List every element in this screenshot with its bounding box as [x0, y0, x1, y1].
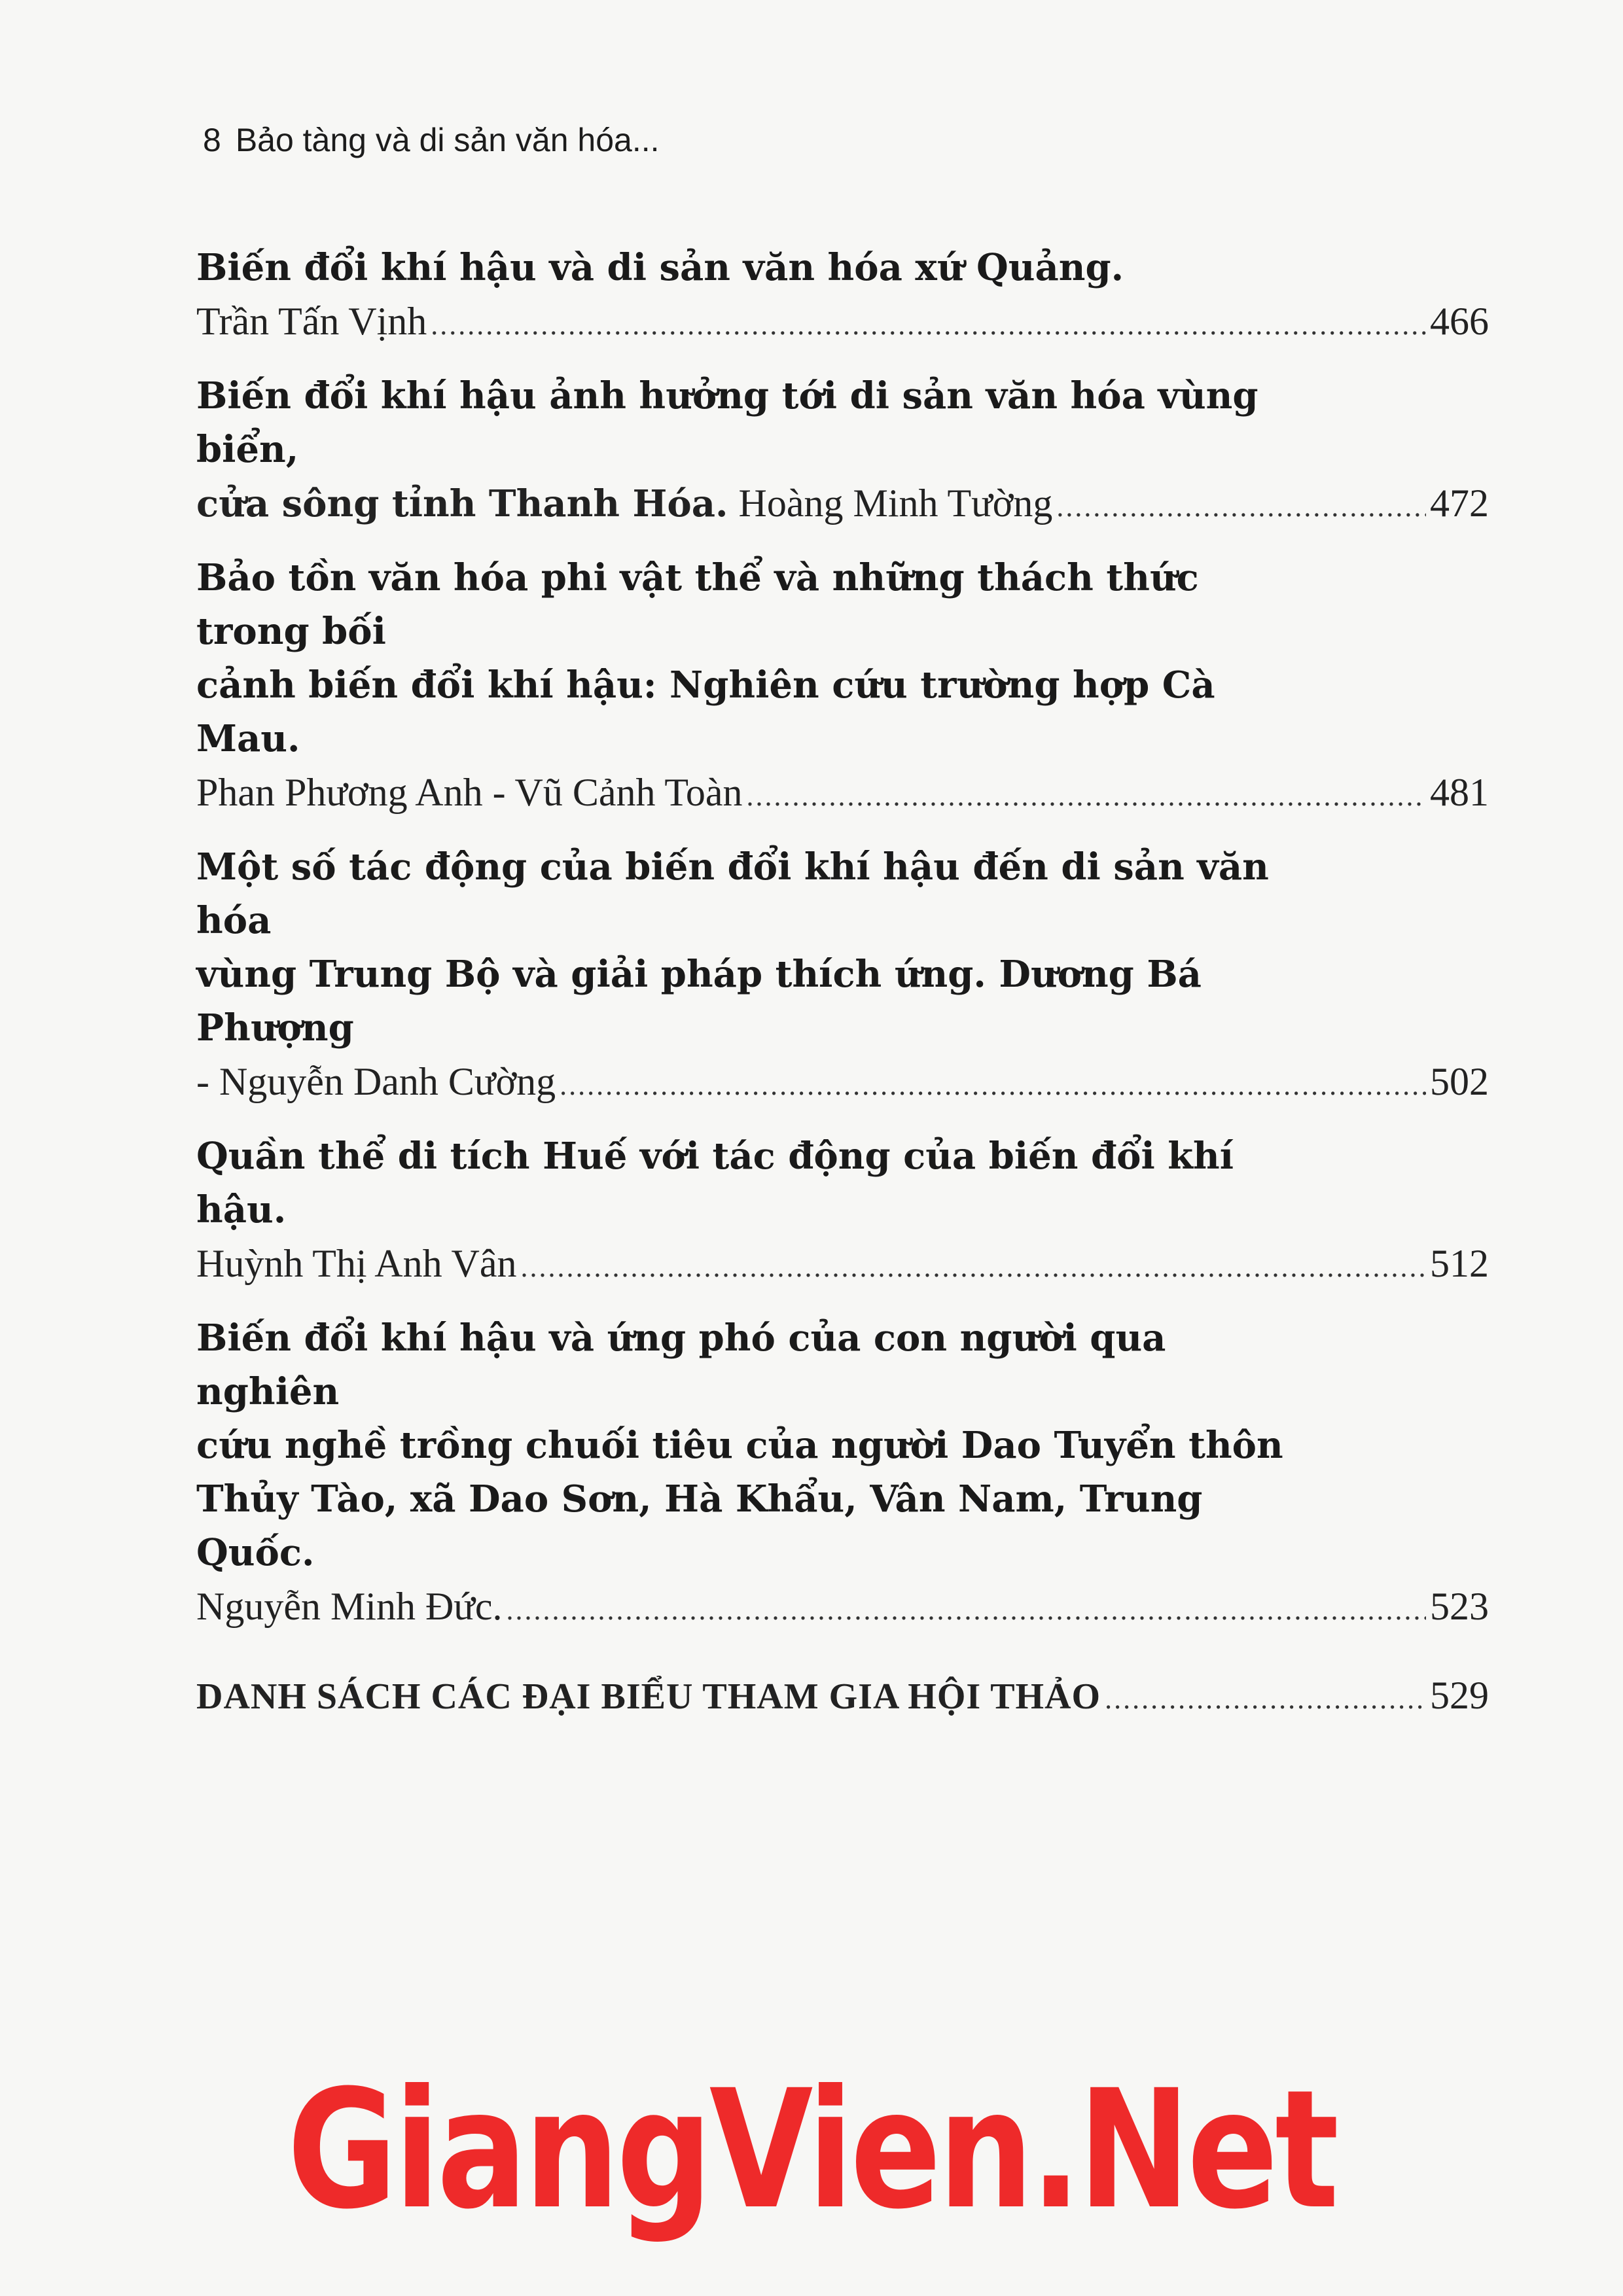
entry-page-number: 523: [1430, 1585, 1489, 1628]
entry-author-line: [196, 1237, 1489, 1294]
page-number: 8: [203, 122, 221, 158]
toc-entry[interactable]: [196, 551, 1489, 823]
dot-leader: [560, 1059, 1426, 1112]
entry-title-line: Thủy Tào, xã Dao Sơn, Hà Khẩu, Vân Nam, Trung Quốc.: [196, 1477, 1203, 1574]
entry-author-line: [196, 1055, 1489, 1112]
entry-author-line: [196, 476, 1489, 534]
entry-author: Hoàng Minh Tường: [738, 482, 1053, 525]
entry-title: [196, 1129, 1296, 1237]
entry-title-line: Biến đổi khí hậu và ứng phó của con người qua nghiên: [196, 1316, 1166, 1413]
running-header: [203, 121, 660, 159]
entry-title-line: Biến đổi khí hậu ảnh hưởng tới di sản văn hóa vùng biển,: [196, 374, 1258, 471]
entry-page-number: 529: [1430, 1674, 1489, 1717]
dot-leader: [431, 298, 1426, 352]
dot-leader: [520, 1241, 1426, 1294]
entry-page-number: 512: [1430, 1242, 1489, 1285]
entry-title: [196, 840, 1296, 1055]
entry-author: - Nguyễn Danh Cường: [196, 1060, 556, 1103]
entry-author: Nguyễn Minh Đức.: [196, 1585, 503, 1628]
entry-author-line: [196, 1669, 1489, 1726]
entry-title-line: cảnh biến đổi khí hậu: Nghiên cứu trường hợp Cà Mau.: [196, 663, 1215, 760]
entry-title: [196, 241, 1296, 294]
entry-page-number: 472: [1430, 482, 1489, 525]
entry-author-line: [196, 766, 1489, 823]
toc-entry[interactable]: [196, 1311, 1489, 1637]
entry-title: [196, 551, 1296, 766]
entry-page-number: 481: [1430, 771, 1489, 814]
entry-title: [196, 369, 1296, 476]
table-of-contents: [196, 241, 1489, 1743]
entry-page-number: 502: [1430, 1060, 1489, 1103]
entry-title-line: cứu nghề trồng chuối tiêu của người Dao Tuyển thôn: [196, 1424, 1283, 1467]
running-title: Bảo tàng và di sản văn hóa...: [235, 122, 660, 158]
dot-leader: [1105, 1672, 1426, 1726]
toc-entry[interactable]: [196, 241, 1489, 352]
entry-author: Trần Tấn Vịnh: [196, 300, 427, 343]
toc-entry-participants-list[interactable]: [196, 1669, 1489, 1726]
dot-leader: [506, 1583, 1426, 1637]
entry-title-line: Một số tác động của biến đổi khí hậu đến di sản văn hóa: [196, 845, 1269, 942]
entry-title-line: vùng Trung Bộ và giải pháp thích ứng. Dương Bá Phượng: [196, 953, 1202, 1050]
toc-entry[interactable]: [196, 840, 1489, 1112]
entry-title: DANH SÁCH CÁC ĐẠI BIỂU THAM GIA HỘI THẢO: [196, 1676, 1101, 1717]
entry-title-continuation: cửa sông tỉnh Thanh Hóa.: [196, 482, 728, 525]
entry-author-line: [196, 1580, 1489, 1637]
entry-author-line: [196, 294, 1489, 352]
entry-page-number: 466: [1430, 300, 1489, 343]
toc-entry[interactable]: [196, 369, 1489, 534]
entry-title-line: Quần thể di tích Huế với tác động của biến đổi khí hậu.: [196, 1135, 1234, 1231]
entry-author: Phan Phương Anh - Vũ Cảnh Toàn: [196, 771, 743, 814]
entry-title: [196, 1311, 1296, 1580]
dot-leader: [747, 769, 1426, 823]
toc-entry[interactable]: [196, 1129, 1489, 1294]
watermark-logo: GiangVien.Net: [287, 2055, 1336, 2245]
dot-leader: [1056, 480, 1426, 534]
entry-title-line: Bảo tồn văn hóa phi vật thể và những thách thức trong bối: [196, 556, 1199, 653]
entry-title-line: Biến đổi khí hậu và di sản văn hóa xứ Quảng.: [196, 246, 1124, 289]
entry-author: Huỳnh Thị Anh Vân: [196, 1242, 517, 1285]
